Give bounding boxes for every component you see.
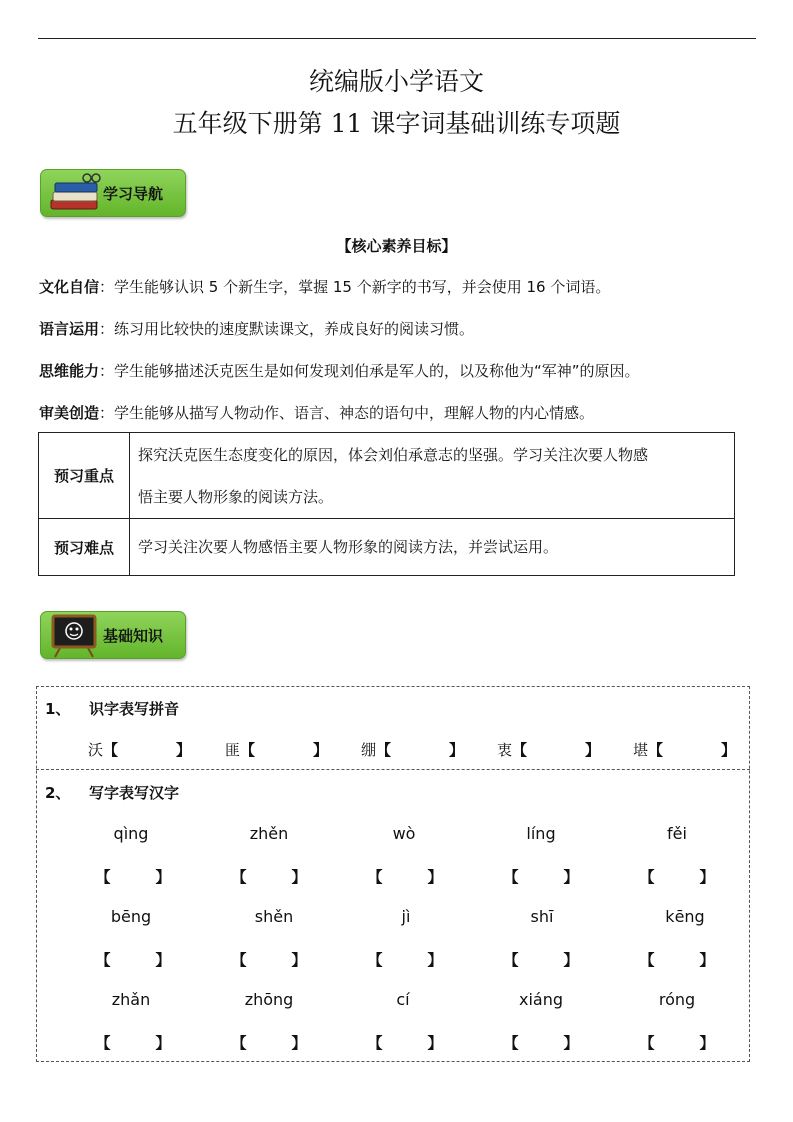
char-blank[interactable] — [497, 739, 600, 760]
char-blank[interactable] — [88, 739, 191, 760]
char-blank[interactable] — [633, 739, 736, 760]
open-bracket: 【 — [376, 741, 392, 759]
answer-blank[interactable]: 【 】 — [231, 951, 307, 969]
pinyin: shěn — [254, 907, 294, 926]
close-bracket: 】 — [313, 741, 329, 759]
goal-line — [39, 318, 474, 339]
pinyin: róng — [658, 990, 696, 1009]
goals-heading: 【核心素养目标】 — [336, 237, 457, 255]
char: 绷 — [361, 741, 377, 759]
table-row — [39, 433, 735, 519]
answer-blank[interactable]: 【 】 — [95, 951, 171, 969]
nav-badge — [40, 169, 186, 217]
pinyin: qìng — [113, 824, 149, 843]
pinyin: bēng — [110, 907, 152, 926]
char: 匪 — [225, 741, 241, 759]
goal-text: ：学生能够认识 5 个新生字，掌握 15 个新字的书写，并会使用 16 个词语。 — [99, 278, 611, 296]
header-rule — [38, 38, 756, 39]
answer-blank[interactable]: 【 】 — [367, 951, 443, 969]
section-number: 2、 — [45, 784, 71, 802]
pinyin: líng — [526, 824, 556, 843]
goal-text: ：练习用比较快的速度默读课文，养成良好的阅读习惯。 — [99, 320, 475, 338]
answer-blank[interactable]: 【 】 — [95, 1034, 171, 1052]
preview-key: 预习重点 — [39, 433, 130, 519]
open-bracket: 【 — [512, 741, 528, 759]
section-title: 识字表写拼音 — [89, 700, 180, 718]
page-subtitle: 五年级下册第 11 课字词基础训练专项题 — [172, 109, 621, 138]
answer-blank[interactable]: 【 】 — [503, 951, 579, 969]
preview-table — [38, 432, 735, 576]
answer-blank[interactable]: 【 】 — [639, 868, 715, 886]
answer-blank[interactable]: 【 】 — [503, 868, 579, 886]
answer-blank[interactable]: 【 】 — [95, 868, 171, 886]
pinyin: kēng — [665, 907, 705, 926]
close-bracket: 】 — [176, 741, 192, 759]
goal-text: ：学生能够描述沃克医生是如何发现刘伯承是军人的，以及称他为“军神”的原因。 — [99, 362, 640, 380]
preview-value — [130, 519, 735, 576]
goal-line — [39, 360, 640, 381]
answer-blank[interactable]: 【 】 — [639, 951, 715, 969]
pinyin: wò — [392, 824, 416, 843]
answer-blank[interactable]: 【 】 — [231, 1034, 307, 1052]
pinyin: fěi — [667, 824, 687, 843]
char: 堪 — [633, 741, 649, 759]
exercise-divider — [36, 769, 750, 770]
section-number: 1、 — [45, 700, 71, 718]
page-title: 统编版小学语文 — [308, 67, 484, 96]
pinyin: shī — [530, 907, 554, 926]
answer-blank[interactable]: 【 】 — [639, 1034, 715, 1052]
goal-label: 思维能力 — [39, 362, 100, 380]
pinyin: zhǎn — [111, 990, 151, 1009]
char-blank[interactable] — [225, 739, 328, 760]
section-heading — [45, 698, 179, 719]
books-icon — [47, 170, 105, 216]
goal-label: 审美创造 — [39, 404, 100, 422]
pinyin: zhěn — [249, 824, 289, 843]
nav-badge-label: 学习导航 — [103, 185, 164, 203]
open-bracket: 【 — [103, 741, 119, 759]
close-bracket: 】 — [585, 741, 601, 759]
char: 衷 — [497, 741, 513, 759]
goal-line — [39, 276, 610, 297]
answer-blank[interactable]: 【 】 — [367, 1034, 443, 1052]
goal-label: 文化自信 — [39, 278, 100, 296]
preview-value — [130, 433, 735, 519]
pinyin: xiáng — [518, 990, 563, 1009]
close-bracket: 】 — [449, 741, 465, 759]
preview-text-line: 悟主要人物形象的阅读方法。 — [138, 487, 334, 506]
basics-badge — [40, 611, 186, 659]
open-bracket: 【 — [648, 741, 664, 759]
table-row — [39, 519, 735, 576]
section-title: 写字表写汉字 — [89, 784, 180, 802]
section-heading — [45, 782, 179, 803]
goal-text: ：学生能够从描写人物动作、语言、神态的语句中，理解人物的内心情感。 — [99, 404, 595, 422]
pinyin: cí — [396, 990, 410, 1009]
answer-blank[interactable]: 【 】 — [503, 1034, 579, 1052]
blackboard-icon — [47, 612, 105, 658]
preview-text-line: 学习关注次要人物感悟主要人物形象的阅读方法，并尝试运用。 — [138, 538, 559, 556]
close-bracket: 】 — [721, 741, 737, 759]
preview-key: 预习难点 — [39, 519, 130, 576]
pinyin: jì — [401, 907, 411, 926]
char: 沃 — [88, 741, 104, 759]
goal-line — [39, 402, 594, 423]
open-bracket: 【 — [240, 741, 256, 759]
char-blank[interactable] — [361, 739, 464, 760]
answer-blank[interactable]: 【 】 — [367, 868, 443, 886]
basics-badge-label: 基础知识 — [103, 627, 164, 645]
answer-blank[interactable]: 【 】 — [231, 868, 307, 886]
goal-label: 语言运用 — [39, 320, 100, 338]
pinyin: zhōng — [244, 990, 294, 1009]
preview-text-line: 探究沃克医生态度变化的原因，体会刘伯承意志的坚强。学习关注次要人物感 — [138, 445, 649, 464]
